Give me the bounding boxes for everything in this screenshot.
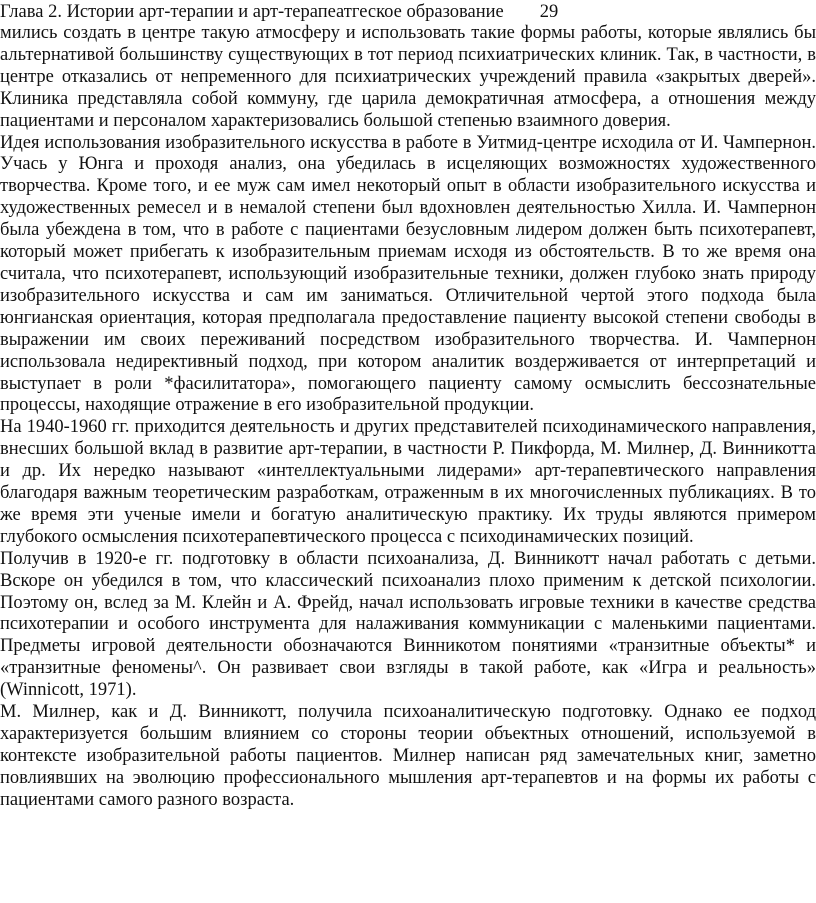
running-header	[0, 1, 816, 23]
page-number: 29	[539, 2, 559, 22]
chapter-title: Глава 2. Истории арт-терапии и арт-терапеатгеское образование	[0, 2, 504, 22]
paragraph-psychodynamic-leaders: На 1940-1960 гг. приходится деятельность и других представителей психодинамического направления, внесших большой вклад в развитие арт-терапии, в частности Р. Пикфорда, М. Милнер, Д. Винникотта и др. Их нередко называют «интеллектуальными лидерами» арт-терапевтического направления благодаря важным теоретическим разработкам, отраженным в их многочисленных публикациях. В то же время эти ученые имели и богатую аналитическую практику. Их труды являются примером глубокого осмысления психотерапевтического процесса с психодинамических позиций.	[0, 417, 816, 547]
paragraph-milner: М. Милнер, как и Д. Винникотт, получила психоаналитическую подготовку. Однако ее подход характеризуется большим влиянием со стороны теории объектных отношений, используемой в контексте изобразительной работы пациентов. Милнер написан ряд замечательных книг, заметно повлиявших на эволюцию профессионального мышления арт-терапевтов и на формы их работы с пациентами самого разного возраста.	[0, 702, 816, 810]
paragraph-champernon: Идея использования изобразительного искусства в работе в Уитмид-центре исходила от И. Чампернон. Учась у Юнга и проходя анализ, она убедилась в исцеляющих возможностях художественного творчества. Кроме того, и ее муж сам имел некоторый опыт в области изобразительного искусства и художественных ремесел и в немалой степени был вдохновлен деятельностью Хилла. И. Чампернон была убеждена в том, что в работе с пациентами безусловным лидером должен быть психотерапевт, который может прибегать к изобразительным приемам исходя из обстоятельств. В то же время она считала, что психотерапевт, использующий изобразительные техники, должен глубоко знать природу изобразительного искусства и сам им заниматься. Отличительной чертой этого подхода была юнгианская ориентация, которая предполагала предоставление пациенту высокой степени свободы в выражении им своих переживаний посредством изобразительного творчества. И. Чампернон использовала недирективный подход, при котором аналитик воздерживается от интерпретаций и выступает в роли *фасилитатора», помогающего пациенту самому осмыслить бессознательные процессы, находящие отражение в его изобразительной продукции.	[0, 132, 816, 416]
paragraph-winnicott: Получив в 1920-е гг. подготовку в области психоанализа, Д. Винникотт начал работать с детьми. Вскоре он убедился в том, что классический психоанализ плохо применим к детской психологии. Поэтому он, вслед за М. Клейн и А. Фрейд, начал использовать игровые техники в качестве средства психотерапии и особого инструмента для налаживания коммуникации с маленькими пациентами. Предметы игровой деятельности обозначаются Винникотом понятиями «транзитные объекты* и «транзитные феномены^. Он развивает свои взгляды в такой работе, как «Игра и реальность» (Winnicott, 1971).	[0, 548, 816, 701]
paragraph-intro-continuation: мились создать в центре такую атмосферу и использовать такие формы работы, которые являлись бы альтернативой большинству существующих в тот период психиатрических клиник. Так, в частности, в центре отказались от непременного для психиатрических учреждений правила «закрытых дверей». Клиника представляла собой коммуну, где царила демократичная атмосфера, а отношения между пациентами и персоналом характеризовались большой степенью взаимного доверия.	[0, 23, 816, 131]
